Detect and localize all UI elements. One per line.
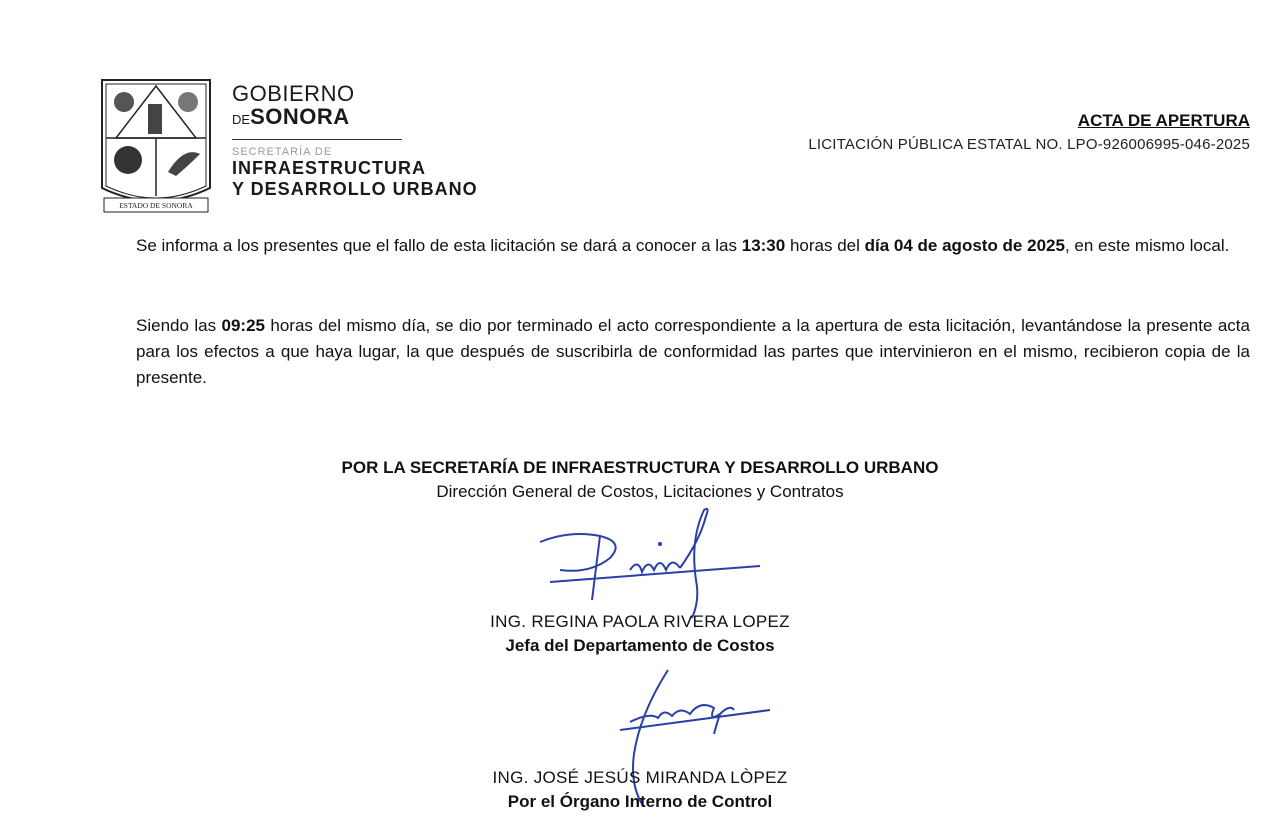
government-header: [232, 82, 532, 200]
p1-text-2: horas del: [785, 236, 865, 255]
secretaria-signature-heading: POR LA SECRETARÍA DE INFRAESTRUCTURA Y DESARROLLO URBANO: [341, 458, 939, 477]
signer2-role: Por el Órgano Interno de Control: [507, 792, 773, 811]
signer1-role: Jefa del Departamento de Costos: [505, 636, 775, 655]
p1-text-4: , en este mismo local.: [1064, 236, 1230, 255]
secretaria-line2: Y DESARROLLO URBANO: [232, 179, 478, 199]
p1-text-1: Se informa a los presentes que el fallo de esta licitación se dará a conocer a las: [136, 236, 742, 255]
gov-state: SONORA: [250, 104, 350, 129]
gov-line1: GOBIERNO: [232, 81, 355, 106]
secretaria-line1: INFRAESTRUCTURA: [232, 158, 426, 178]
p2-text-1: Siendo las: [136, 316, 222, 335]
p1-day-label: día: [864, 236, 890, 255]
direccion-label: Dirección General de Costos, Licitaciones y Contratos: [436, 482, 844, 501]
gov-de: DE: [232, 112, 251, 127]
p1-hour: 13:30: [741, 236, 786, 255]
signer2-name: ING. JOSÉ JESÚS MIRANDA LÒPEZ: [492, 768, 788, 787]
p2-text-2: horas del mismo día, se dio por terminado el acto correspondiente a la apertura de esta licitación, levantándose la presente acta para los efectos a que haya lugar, la que después de suscribirla de conformidad las partes que intervinieron en el mismo, recibieron copia de la presente.: [136, 316, 1250, 387]
paragraph-fallo: [136, 233, 1250, 259]
sonora-coat-of-arms-logo: [96, 76, 216, 216]
document-subtitle: LICITACIÓN PÚBLICA ESTATAL NO. LPO-926006995-046-2025: [808, 136, 1250, 153]
secretaria-de-label: SECRETARÍA DE: [232, 146, 333, 158]
p2-hour: 09:25: [221, 316, 265, 335]
paragraph-cierre: [136, 313, 1250, 391]
svg-text:ESTADO DE SONORA: ESTADO DE SONORA: [119, 201, 193, 210]
signature-1: [530, 500, 830, 620]
header-divider: [232, 139, 402, 140]
signer1-name: ING. REGINA PAOLA RIVERA LOPEZ: [490, 612, 790, 631]
p1-date: 04 de agosto de 2025: [893, 236, 1065, 255]
gov-line2: [232, 106, 532, 131]
document-title: ACTA DE APERTURA: [1077, 111, 1250, 130]
